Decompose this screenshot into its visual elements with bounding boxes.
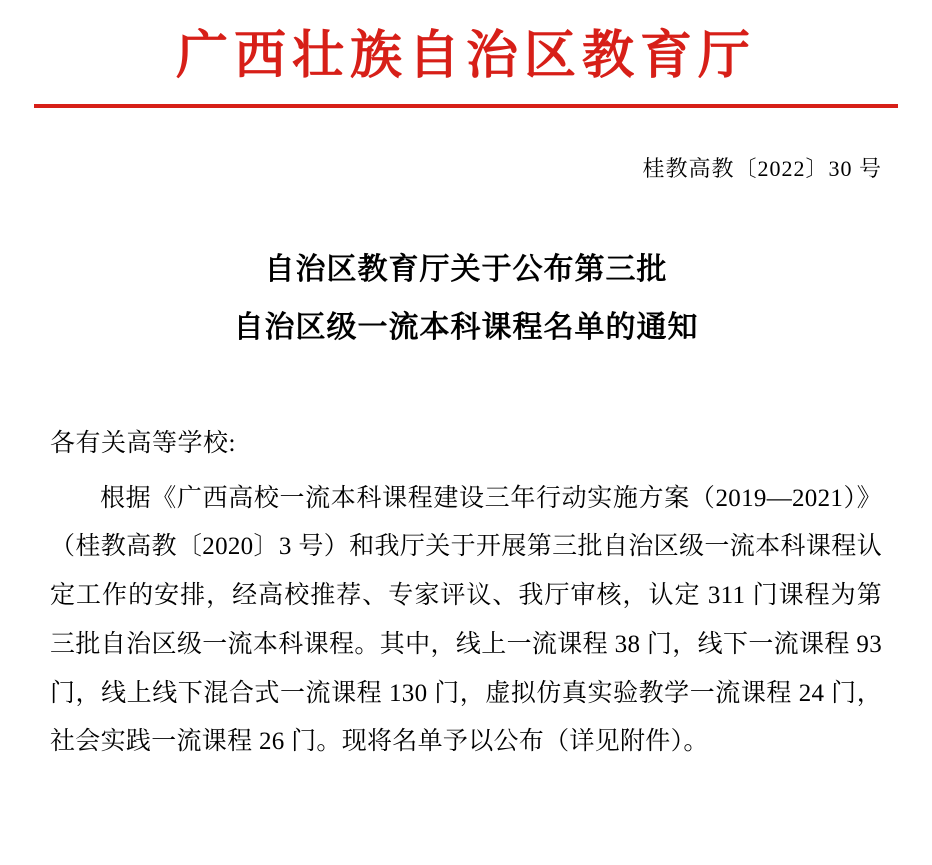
page-title-line-1: 自治区教育厅关于公布第三批 [264,252,668,286]
body-paragraph-1: 根据《广西高校一流本科课程建设三年行动实施方案（2019—2021）》（桂教高教〔2020〕3 号）和我厅关于开展第三批自治区级一流本科课程认定工作的安排，经高校推荐、专家评议、我厅审核，认定 311 门课程为第三批自治区级一流本科课程。其中，线上一流课程 38 门，线下一流课程 93 门，线上线下混合式一流课程 130 门，虚拟仿真实验教学一流课程 24 门，社会实践一流课程 26 门。现将名单予以公布（详见附件）。 [50,484,882,756]
salutation: 各有关高等学校: [50,429,236,457]
document-number-row [0,152,932,183]
letterhead-divider [34,104,898,108]
issuing-organization-title: 广西壮族自治区教育厅 [175,25,756,86]
letterhead [0,0,932,108]
document-body [0,420,932,767]
page-title [0,241,932,358]
page-title-line-2: 自治区级一流本科课程名单的通知 [233,311,699,345]
document-number: 桂教高教〔2022〕30 号 [642,155,882,181]
